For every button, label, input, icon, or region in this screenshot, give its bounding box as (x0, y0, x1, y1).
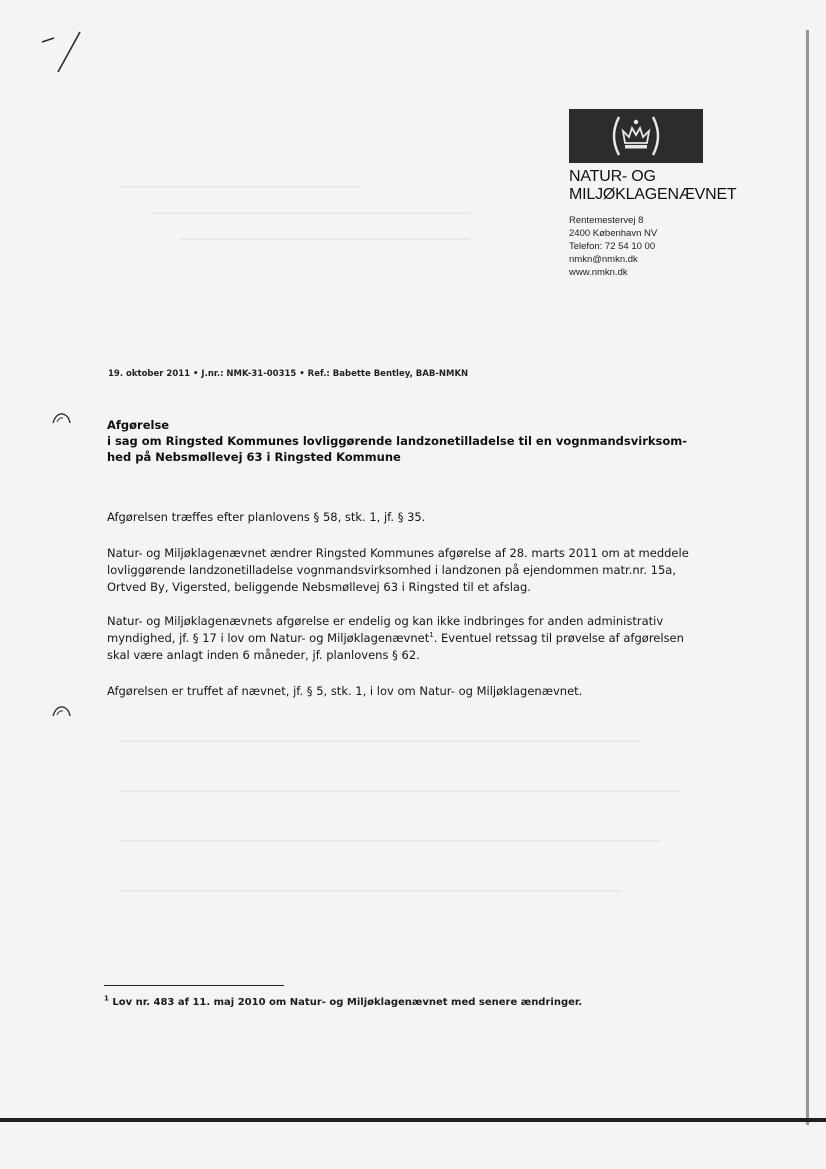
address-email: nmkn@nmkn.dk (569, 254, 638, 265)
paragraph-text: Afgørelsen træffes efter planlovens § 58, stk. 1, jf. § 35. (107, 510, 426, 524)
paragraph-finality (107, 613, 684, 664)
reference-line: 19. oktober 2011 • J.nr.: NMK-31-00315 • Ref.: Babette Bentley, BAB-NMKN (108, 369, 469, 379)
address-city: 2400 København NV (569, 228, 658, 239)
address-website: www.nmkn.dk (569, 267, 628, 278)
address-phone: Telefon: 72 54 10 00 (569, 241, 656, 252)
paragraph-line: Ortved By, Vigersted, beliggende Nebsmøllevej 63 i Ringsted til et afslag. (107, 580, 531, 594)
footnote (104, 994, 583, 1008)
paragraph-legal-basis (107, 509, 425, 526)
crown-icon (607, 113, 665, 159)
page-edge-bottom (0, 1118, 826, 1122)
decision-heading: Afgørelse (107, 418, 170, 432)
paragraph-line: skal være anlagt inden 6 måneder, jf. planlovens § 62. (107, 648, 420, 662)
paragraph-line: Natur- og Miljøklagenævnets afgørelse er endelig og kan ikke indbringes for anden administrativ (107, 614, 664, 628)
decision-subject-line1: i sag om Ringsted Kommunes lovliggørende landzonetilladelse til en vognmandsvirksom- (107, 434, 688, 448)
paragraph-text: myndighed, jf. § 17 i lov om Natur- og Miljøklagenævnet (107, 631, 430, 645)
paragraph-text: . Eventuel retssag til prøvelse af afgørelsen (433, 631, 684, 645)
footnote-divider (104, 985, 284, 986)
agency-logo (569, 109, 703, 163)
punch-hole-icon (50, 703, 72, 719)
paragraph-line: Natur- og Miljøklagenævnet ændrer Ringsted Kommunes afgørelse af 28. marts 2011 om at meddele (107, 546, 689, 560)
agency-name (569, 168, 737, 204)
agency-address (569, 214, 657, 279)
page-edge-right (806, 30, 809, 1125)
footnote-text: Lov nr. 483 af 11. maj 2010 om Natur- og Miljøklagenævnet med senere ændringer. (108, 997, 583, 1008)
paragraph-authority (107, 683, 582, 700)
paragraph-decision (107, 545, 689, 596)
paragraph-line: lovliggørende landzonetilladelse vognmandsvirksomhed i landzonen på ejendommen matr.nr. 15a, (107, 563, 676, 577)
paragraph-text: Afgørelsen er truffet af nævnet, jf. § 5, stk. 1, i lov om Natur- og Miljøklagenævnet. (107, 684, 583, 698)
agency-name-line1: NATUR- OG (569, 168, 656, 185)
scan-mark-icon (40, 30, 90, 90)
punch-hole-icon (50, 410, 72, 426)
footnote-reference[interactable]: 1 (429, 631, 434, 640)
decision-subject-line2: hed på Nebsmøllevej 63 i Ringsted Kommune (107, 450, 401, 464)
footnote-number: 1 (104, 994, 109, 1003)
paragraph-line (107, 630, 684, 647)
agency-name-line2: MILJØKLAGENÆVNET (569, 186, 737, 203)
address-street: Rentemestervej 8 (569, 215, 644, 226)
decision-title (107, 417, 717, 465)
